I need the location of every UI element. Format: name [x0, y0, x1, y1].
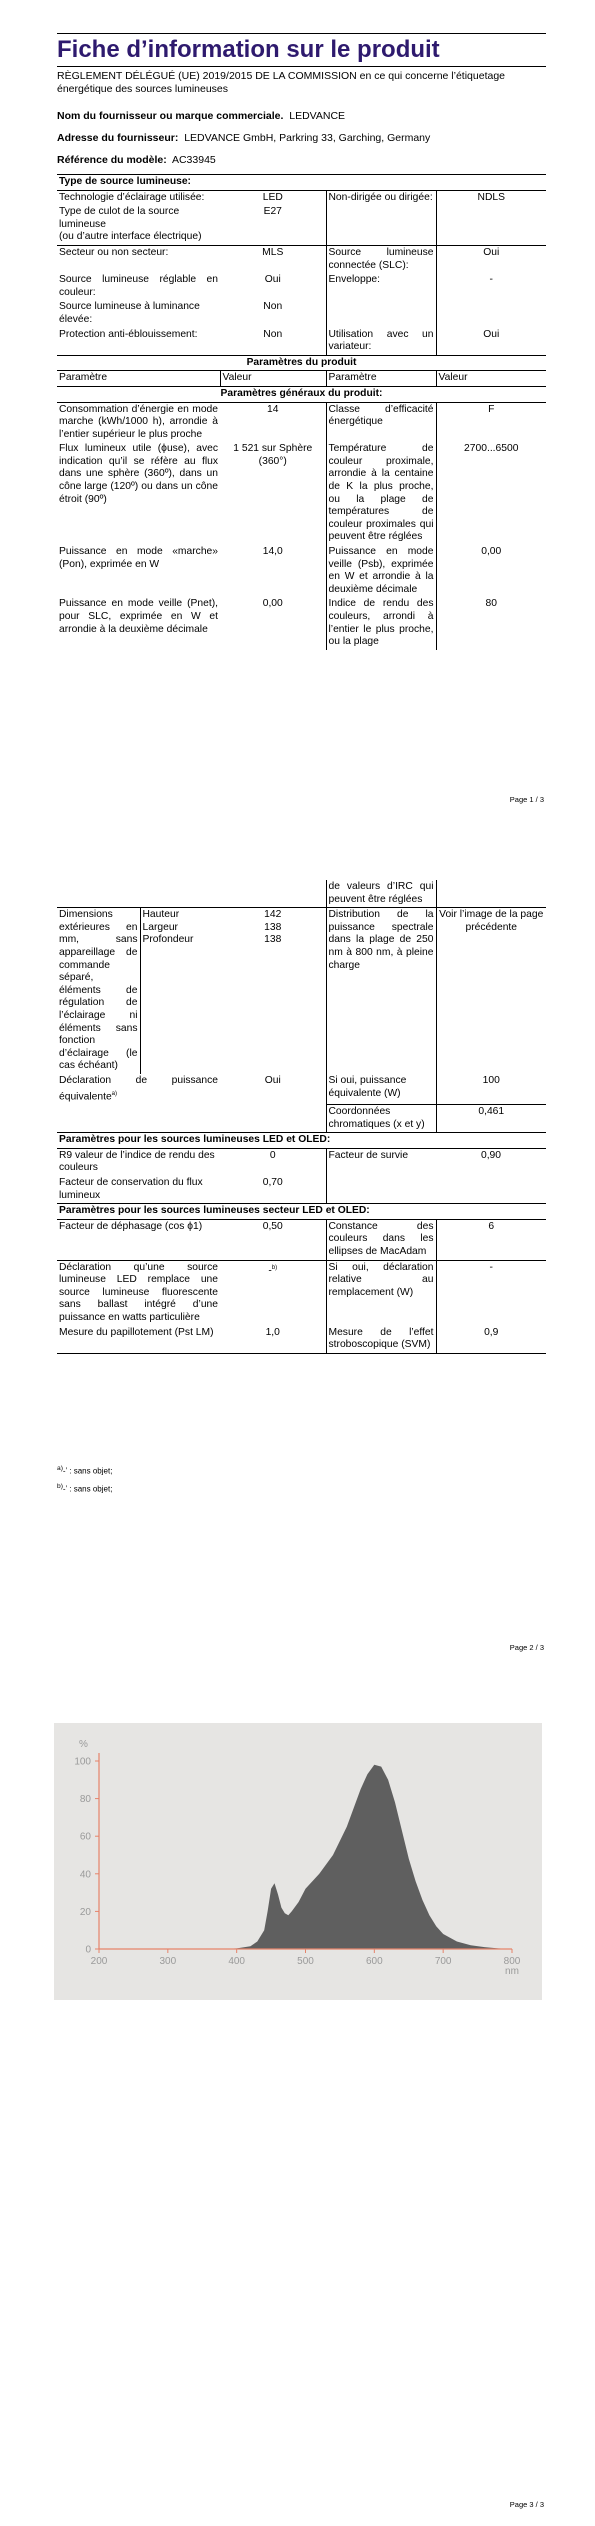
spectral-chart [54, 1723, 542, 2000]
model-label: Référence du modèle: [57, 154, 167, 166]
reglable-value: Oui [220, 273, 326, 300]
chroma-label: Coordonnées chromatiques (x et y) [326, 1105, 436, 1133]
dim-values [220, 908, 326, 1074]
x-tick-label: 400 [228, 1956, 246, 1967]
col-param-2: Paramètre [326, 371, 436, 387]
col-valeur-1: Valeur [220, 371, 326, 387]
largeur-label: Largeur [142, 921, 178, 933]
conservation-value: 0,70 [220, 1176, 326, 1204]
x-tick-label: 800 [503, 1956, 521, 1967]
supplier-line [57, 110, 546, 123]
variateur-label: Utilisation avec un variateur: [326, 328, 436, 356]
regulation-text: RÈGLEMENT DÉLÉGUÉ (UE) 2019/2015 DE LA COMMISSION en ce qui concerne l’étiquetage énergétique des sources lumineuses [57, 70, 506, 95]
params-header: Paramètres du produit [246, 356, 357, 368]
footnote-a-text: -’ : sans objet; [62, 1466, 113, 1476]
page-footer-1: Page 1 / 3 [509, 795, 544, 804]
culot-label [57, 205, 220, 245]
page-1 [0, 0, 595, 820]
conservation-label: Facteur de conservation du flux lumineux [59, 1176, 203, 1201]
irc-value: 80 [485, 598, 497, 610]
x-tick-label: 300 [159, 1956, 177, 1967]
led-header: Paramètres pour les sources lumineuses LED et OLED: [59, 1134, 331, 1146]
y-tick-label: 100 [74, 1756, 91, 1768]
page-2 [0, 870, 595, 1670]
footnote-a [57, 1465, 112, 1476]
x-axis-label: nm [505, 1966, 519, 1977]
y-tick-label: 60 [79, 1831, 91, 1843]
temp-label: Température de couleur proximale, arrondie à la centaine de K la plus proche, ou la plage de températures de couleur proximales qui peuvent être réglées [326, 442, 436, 545]
profondeur-value: 138 [264, 934, 282, 946]
spectre-value: Voir l’image de la page précédente [439, 909, 544, 933]
page-title: Fiche d’information sur le produit [57, 36, 440, 63]
fluo-sup: b) [271, 1264, 278, 1271]
survie-label: Facteur de survie [328, 1149, 409, 1161]
decl-label-text: Déclaration de puissance équivalente [59, 1074, 218, 1102]
reglable-label: Source lumineuse réglable en couleur: [59, 274, 218, 298]
profondeur-label: Profondeur [142, 934, 194, 946]
culot-value: E27 [220, 205, 326, 245]
spectre-label: Distribution de la puissance spectrale dans la plage de 250 nm à 800 nm, à pleine charge [326, 908, 436, 1074]
irc-continued: de valeurs d’IRC qui peuvent être réglées [326, 880, 436, 908]
decl-value: Oui [220, 1074, 326, 1105]
footnote-a-mark: a) [57, 1465, 63, 1472]
x-tick-label: 500 [297, 1956, 314, 1967]
irc-label: Indice de rendu des couleurs, arrondi à l’entier le plus proche, ou la plage [326, 597, 436, 649]
product-table-p1 [57, 174, 546, 650]
col-param-1: Paramètre [57, 371, 220, 387]
enveloppe-label: Enveloppe: [326, 273, 436, 300]
fluo-value: - [268, 1264, 272, 1276]
x-tick-label: 200 [90, 1956, 108, 1967]
survie-value: 0,90 [480, 1149, 502, 1161]
r9-value: 0 [220, 1148, 326, 1176]
dim-names [140, 908, 220, 1074]
enveloppe-value: - [489, 274, 493, 286]
hauteur-label: Hauteur [142, 909, 180, 921]
y-tick-label: 80 [79, 1794, 91, 1806]
dephasage-value: 0,50 [220, 1219, 326, 1260]
page-footer-2: Page 2 / 3 [509, 1643, 544, 1652]
top-rule [57, 33, 546, 34]
remplacement-value: - [489, 1261, 493, 1273]
culot-label-text: Type de culot de la source lumineuse [59, 206, 180, 230]
veille-label: Puissance en mode veille (Psb), exprimée en W et arrondie à la deuxième décimale [326, 545, 436, 597]
largeur-value: 138 [264, 921, 282, 933]
dephasage-label: Facteur de déphasage (cos ϕ1) [59, 1220, 203, 1232]
nondirigee-label: Non-dirigée ou dirigée: [326, 190, 436, 205]
secteur-label: Secteur ou non secteur: [59, 246, 169, 258]
papillotement-label: Mesure du papillotement (Pst LM) [59, 1326, 214, 1338]
model-line [57, 154, 546, 167]
constance-value: 6 [488, 1220, 495, 1232]
y-axis-label: % [79, 1739, 88, 1750]
general-header: Paramètres généraux du produit: [220, 387, 383, 399]
culot-sub: (ou d’autre interface électrique) [59, 231, 202, 243]
nondirigee-value: NDLS [477, 191, 505, 203]
type-header: Type de source lumineuse: [59, 176, 191, 187]
constance-label: Constance des couleurs dans les ellipses de MacAdam [326, 1219, 436, 1260]
product-table-p2 [57, 880, 546, 1354]
dim-label: Dimensions extérieures en mm, sans appareillage de commande séparé, éléments de régulation de l’éclairage ni éléments sans fonction d’éclairage (le cas échéant) [57, 908, 140, 1074]
hauteur-value: 142 [264, 909, 282, 921]
stroboscopique-label: Mesure de l’effet stroboscopique (SVM) [326, 1326, 436, 1354]
address-value: LEDVANCE GmbH, Parkring 33, Garching, Germany [184, 132, 431, 144]
connectee-value: Oui [483, 246, 500, 258]
footnote-b-mark: b) [57, 1483, 63, 1490]
address-label: Adresse du fournisseur: [57, 132, 179, 144]
temp-value: 2700...6500 [464, 443, 519, 455]
equiv-value: 100 [482, 1074, 500, 1086]
protection-value: Non [220, 328, 326, 356]
col-valeur-2: Valeur [438, 372, 468, 384]
footnote-b [57, 1483, 112, 1494]
spectral-chart-panel [54, 1723, 542, 2000]
veille-reseau-label: Puissance en mode veille (Pnet), pour SLC, exprimée en W et arrondie à la deuxième décimale [59, 598, 218, 635]
x-tick-label: 600 [365, 1956, 383, 1967]
equiv-label: Si oui, puissance équivalente (W) [326, 1074, 436, 1105]
footnote-b-text: -’ : sans objet; [62, 1484, 113, 1494]
variateur-value: Oui [483, 328, 500, 340]
y-tick-label: 0 [85, 1944, 91, 1956]
chroma-value: 0,461 [436, 1105, 546, 1133]
classe-label: Classe d’efficacité énergétique [326, 402, 436, 442]
luminance-value: Non [220, 300, 326, 327]
decl-sup: a) [111, 1090, 118, 1097]
remplacement-label: Si oui, déclaration relative au remplacement (W) [326, 1260, 436, 1325]
x-tick-label: 700 [434, 1956, 452, 1967]
protection-label: Protection anti-éblouissement: [59, 328, 198, 340]
decl-label [57, 1074, 220, 1105]
supplier-label: Nom du fournisseur ou marque commerciale. [57, 110, 284, 122]
luminance-label: Source lumineuse à luminance élevée: [59, 301, 200, 325]
spectrum-area [223, 1765, 512, 1949]
secteur-header: Paramètres pour les sources lumineuses secteur LED et OLED: [59, 1205, 370, 1217]
flux-value: 1 521 sur Sphère (360°) [220, 442, 326, 545]
supplier-value: LEDVANCE [289, 110, 346, 122]
puissance-value: 14,0 [220, 545, 326, 597]
veille-reseau-value: 0,00 [220, 597, 326, 649]
secteur-value: MLS [220, 245, 326, 273]
papillotement-value: 1,0 [220, 1326, 326, 1354]
fluo-label: Déclaration qu’une source lumineuse LED remplace une source lumineuse fluorescente sans ballast intégré d’une puissance en watts particulière [59, 1261, 218, 1323]
tech-label: Technologie d’éclairage utilisée: [59, 191, 205, 203]
tech-value: LED [220, 190, 326, 205]
conso-label: Consommation d’énergie en mode marche (kWh/1000 h), arrondie à l’entier supérieur le plus proche [59, 403, 218, 440]
veille-value: 0,00 [481, 546, 502, 558]
connectee-label: Source lumineuse connectée (SLC): [326, 245, 436, 273]
title-rule [57, 66, 546, 67]
puissance-label: Puissance en mode «marche» (Pon), exprimée en W [59, 546, 218, 570]
y-tick-label: 20 [79, 1906, 91, 1918]
model-value: AC33945 [171, 154, 216, 166]
conso-value: 14 [220, 402, 326, 442]
r9-label: R9 valeur de l’indice de rendu des couleurs [59, 1149, 215, 1174]
y-tick-label: 40 [79, 1869, 91, 1881]
fluo-value-cell [220, 1260, 326, 1325]
flux-label: Flux lumineux utile (ϕuse), avec indication qu’il se réfère au flux dans une sphère (360º), dans un cône large (120º) ou dans un cône étroit (90º) [59, 443, 218, 505]
address-line [57, 132, 546, 145]
page-footer-3: Page 3 / 3 [509, 2500, 544, 2509]
stroboscopique-value: 0,9 [484, 1326, 499, 1338]
classe-value: F [488, 403, 495, 415]
